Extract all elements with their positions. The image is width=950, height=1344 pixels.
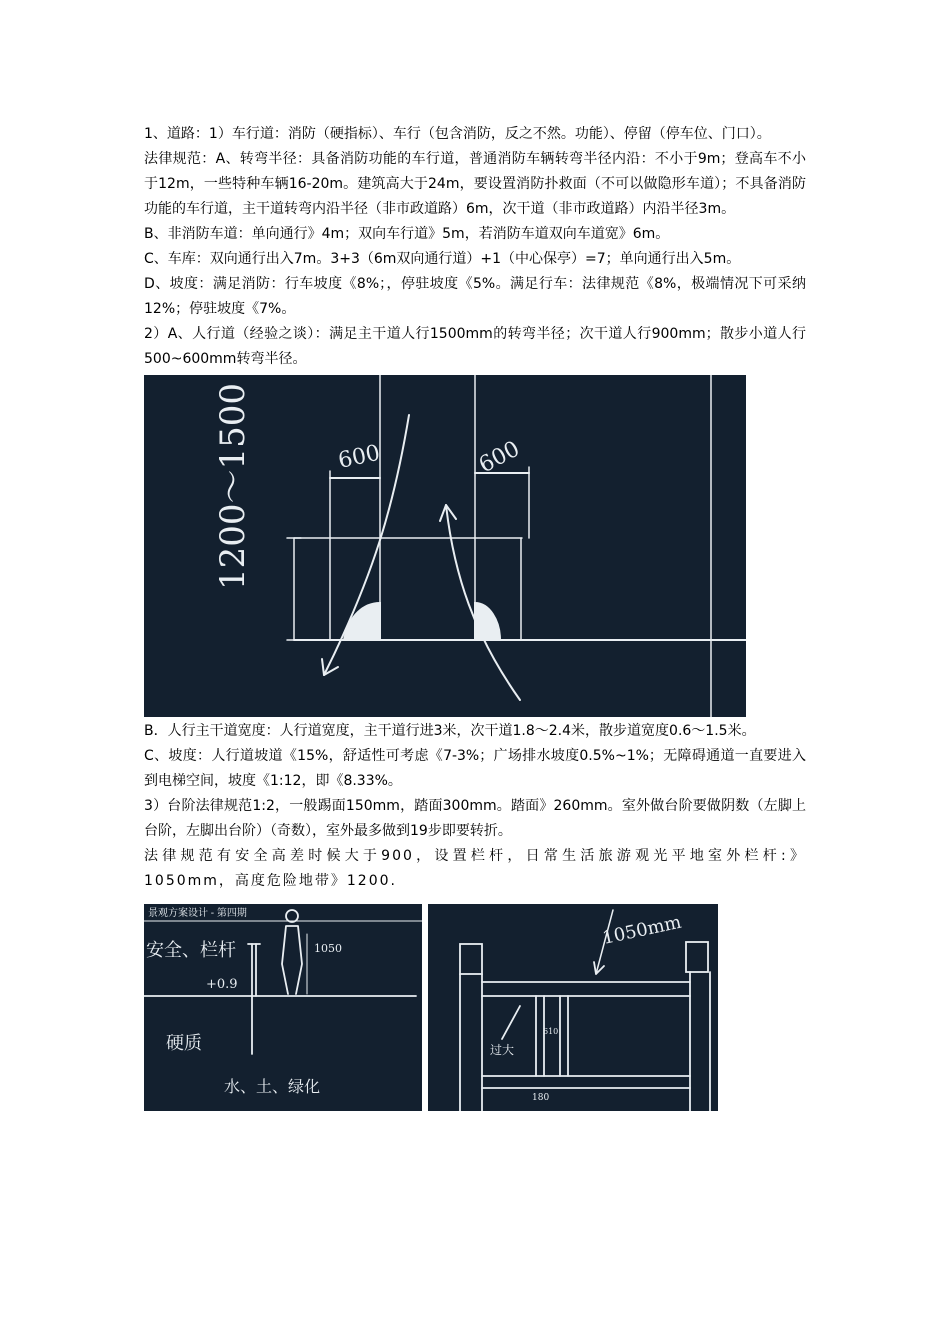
- paragraph-non-fire-lane: B、非消防车道：单向通行》4m；双向车行道》5m，若消防车道双向车道宽》6m。: [144, 226, 670, 242]
- label-railing-height: 1050: [314, 942, 342, 955]
- label-right-width: 600: [475, 436, 524, 479]
- paragraph-sidewalk: 2）A、人行道（经验之谈）：满足主干道人行1500mm的转弯半径；次干道人行900mm；散步小道人行500~600mm转弯半径。: [144, 326, 806, 367]
- paragraph-slope: D、坡度：满足消防：行车坡度《8%；，停驻坡度《5%。满足行车：法律规范《8%，极端情况下可采纳12%；停驻坡度《7%。: [144, 276, 806, 317]
- label-water-soil: 水、土、绿化: [224, 1077, 321, 1096]
- sketch-header-text: 景观方案设计 - 第四期: [148, 908, 247, 919]
- label-610: 610: [543, 1027, 559, 1036]
- sketch-railing-height-image: [144, 904, 422, 1111]
- sketch-turning-radius-image: [144, 375, 746, 717]
- label-height-range: 1200～1500: [213, 382, 253, 590]
- label-left-width: 600: [336, 440, 383, 474]
- label-1050mm: 1050mm: [600, 911, 684, 949]
- document-page: [144, 122, 806, 1111]
- paragraph-turning-radius: 法律规范：A、转弯半径：具备消防功能的车行道，普通消防车辆转弯半径内沿：不小于9m；登高车不小于12m，一些特种车辆16-20m。建筑高大于24m，要设置消防扑救面（不可以做隐形车道）；不具备消防功能的车行道，主干道转弯内沿半径（非市政道路）6m，次干道（非市政道路）内沿半径3m。: [144, 151, 806, 217]
- label-hard-surface: 硬质: [166, 1033, 202, 1054]
- paragraph-sidewalk-slope: C、坡度：人行道坡道《15%，舒适性可考虑《7-3%；广场排水坡度0.5%~1%；无障碍通道一直要进入到电梯空间，坡度《1:12，即《8.33%。: [144, 748, 806, 789]
- paragraph-roads: 1、道路：1）车行道：消防（硬指标）、车行（包含消防，反之不然。功能）、停留（停车位、门口）。: [144, 126, 771, 142]
- sketch-railing-detail-image: [428, 904, 718, 1111]
- label-elevation: +0.9: [206, 977, 238, 992]
- paragraph-sidewalk-width: B．人行主干道宽度：人行道宽度，主干道行进3米，次干道1.8～2.4米，散步道宽度0.6～1.5米。: [144, 723, 756, 739]
- paragraph-steps: 3）台阶法律规范1:2，一般踢面150mm，踏面300mm。踏面》260mm。室外做台阶要做阴数（左脚上台阶，左脚出台阶）（奇数），室外最多做到19步即要转折。: [144, 798, 806, 839]
- railing-images-row: [144, 904, 806, 1111]
- label-safety-railing: 安全、栏杆: [146, 940, 236, 961]
- paragraph-garage: C、车库：双向通行出入7m。3+3（6m双向通行道）+1（中心保亭）=7；单向通行出入5m。: [144, 251, 741, 267]
- label-180: 180: [532, 1093, 550, 1103]
- paragraph-railing: 法律规范有安全高差时候大于900，设置栏杆，日常生活旅游观光平地室外栏杆:》1050mm，高度危险地带》1200.: [144, 848, 806, 889]
- label-too-large: 过大: [490, 1043, 515, 1057]
